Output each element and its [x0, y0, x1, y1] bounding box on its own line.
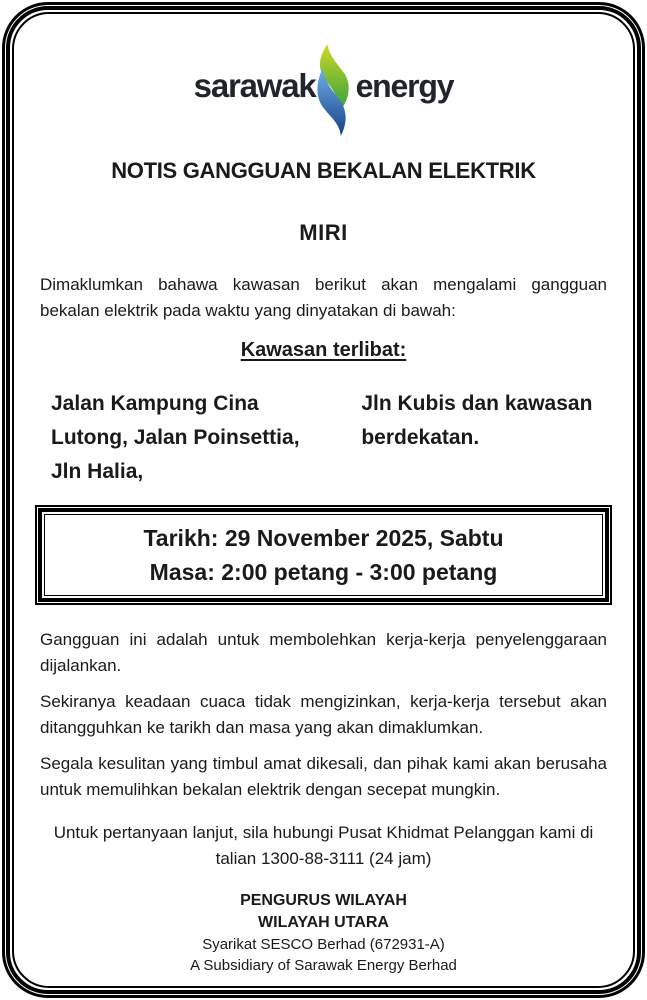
schedule-box	[35, 505, 612, 605]
logo-word-energy: energy	[355, 67, 454, 104]
signature-block	[40, 890, 607, 976]
areas-heading: Kawasan terlibat:	[240, 339, 407, 361]
schedule-box-inner	[44, 514, 603, 596]
schedule-box-middle-border	[38, 508, 609, 602]
page-border-middle	[6, 6, 641, 994]
body-paragraph-1: Gangguan ini adalah untuk membolehkan kerja-kerja penyelenggaraan dijalankan.	[40, 630, 607, 675]
company-name: Syarikat SESCO Berhad (672931-A)	[202, 936, 445, 953]
intro-paragraph: Dimaklumkan bahawa kawasan berikut akan mengalami gangguan bekalan elektrik pada waktu yang dinyatakan di bawah:	[40, 275, 607, 320]
page-border-outer	[2, 2, 645, 998]
signatory-region: WILAYAH UTARA	[258, 914, 389, 931]
region-name: MIRI	[299, 220, 348, 245]
affected-areas-column-1: Jalan Kampung Cina Lutong, Jalan Poinsettia, Jln Halia,	[51, 392, 300, 483]
notice-content	[40, 14, 607, 976]
sarawak-energy-logo	[40, 44, 607, 136]
page-border-inner	[12, 12, 635, 988]
affected-areas	[40, 387, 607, 489]
company-subsidiary-note: A Subsidiary of Sarawak Energy Berhad	[190, 957, 457, 974]
flame-icon	[313, 44, 359, 136]
schedule-time: Masa: 2:00 petang - 3:00 petang	[149, 559, 498, 585]
schedule-date: Tarikh: 29 November 2025, Sabtu	[143, 525, 504, 551]
logo-word-sarawak: sarawak	[193, 67, 316, 104]
notice-title: NOTIS GANGGUAN BEKALAN ELEKTRIK	[111, 158, 536, 183]
signatory-title: PENGURUS WILAYAH	[240, 892, 407, 909]
body-paragraph-3: Segala kesulitan yang timbul amat dikesali, dan pihak kami akan berusaha untuk memulihkan bekalan elektrik dengan secepat mungkin.	[40, 754, 607, 799]
contact-info: Untuk pertanyaan lanjut, sila hubungi Pusat Khidmat Pelanggan kami di talian 1300-88-3111 (24 jam)	[53, 823, 594, 868]
body-paragraph-2: Sekiranya keadaan cuaca tidak mengizinkan, kerja-kerja tersebut akan ditangguhkan ke tarikh dan masa yang akan dimaklumkan.	[40, 692, 607, 737]
affected-areas-column-2: Jln Kubis dan kawasan berdekatan.	[361, 392, 593, 449]
